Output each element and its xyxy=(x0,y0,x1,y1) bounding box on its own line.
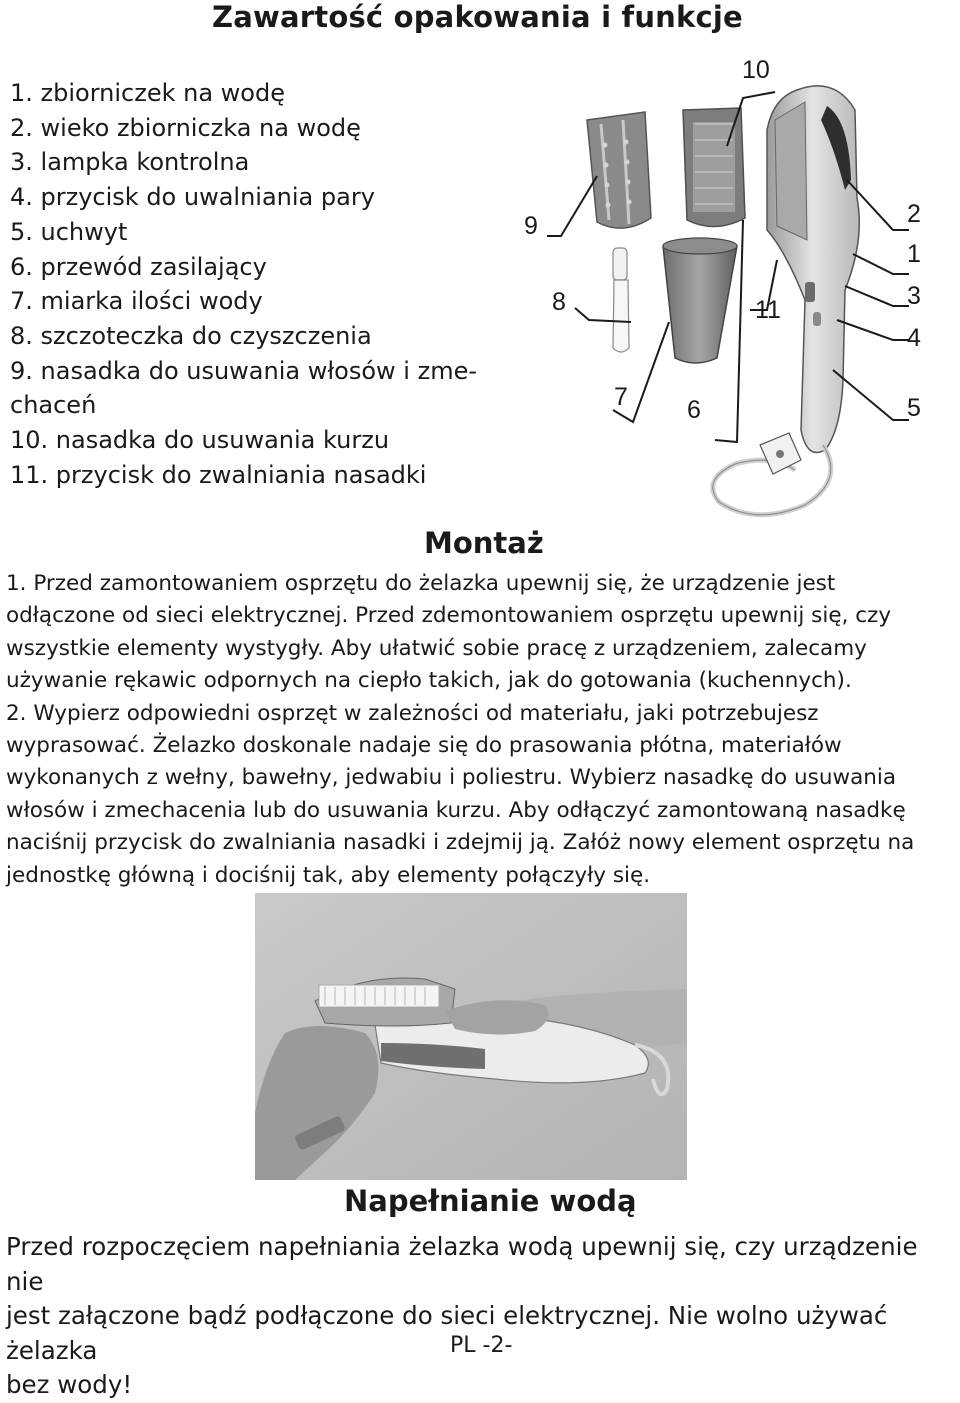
callout-2: 2 xyxy=(907,200,921,228)
measuring-cup-icon xyxy=(663,238,737,363)
lint-attachment-icon xyxy=(587,112,651,228)
text-line: wykonanych z wełny, bawełny, jedwabiu i poliestru. Wybierz nasadkę do usuwania xyxy=(6,765,897,791)
list-item: 11. przycisk do zwalniania nasadki xyxy=(10,460,427,489)
list-item: 2. wieko zbiorniczka na wodę xyxy=(10,113,361,142)
callout-4: 4 xyxy=(907,324,921,352)
callout-6: 6 xyxy=(687,396,701,424)
callout-8: 8 xyxy=(552,288,566,316)
assembly-photo-image xyxy=(255,893,687,1180)
callout-1: 1 xyxy=(907,240,921,268)
list-item: 4. przycisk do uwalniania pary xyxy=(10,183,375,212)
filling-heading: Napełnianie wodą xyxy=(344,1184,637,1218)
page-title: Zawartość opakowania i funkcje xyxy=(212,0,743,34)
page-number: PL -2- xyxy=(450,1333,513,1358)
text-line: używanie rękawic odpornych na ciepło takich, jak do gotowania (kuchennych). xyxy=(6,668,852,694)
list-item: 8. szczoteczka do czyszczenia xyxy=(10,321,372,350)
list-item: 7. miarka ilości wody xyxy=(10,287,263,316)
text-line: jest załączone bądź podłączone do sieci elektrycznej. Nie wolno używać żelazka xyxy=(6,1301,888,1365)
list-item: 3. lampka kontrolna xyxy=(10,148,250,177)
text-line: jednostkę główną i dociśnij tak, aby elementy połączyły się. xyxy=(6,862,651,888)
assembly-photo xyxy=(255,893,687,1180)
assembly-text xyxy=(6,568,958,892)
callout-7: 7 xyxy=(614,383,628,411)
list-item: chaceń xyxy=(10,391,97,420)
callout-11: 11 xyxy=(755,296,781,324)
dust-attachment-icon xyxy=(683,108,745,227)
parts-list xyxy=(10,76,510,492)
callout-3: 3 xyxy=(907,282,921,310)
assembly-heading: Montaż xyxy=(424,526,544,560)
callout-9: 9 xyxy=(524,212,538,240)
text-line: Przed rozpoczęciem napełniania żelazka wodą upewnij się, czy urządzenie nie xyxy=(6,1232,918,1296)
product-diagram xyxy=(505,50,960,530)
text-line: 1. Przed zamontowaniem osprzętu do żelazka upewnij się, że urządzenie jest xyxy=(6,571,836,596)
text-line: wyprasować. Żelazko doskonale nadaje się do prasowania płótna, materiałów xyxy=(6,733,842,759)
list-item: 1. zbiorniczek na wodę xyxy=(10,79,285,107)
callout-10: 10 xyxy=(742,56,770,84)
cleaning-brush-icon xyxy=(613,248,629,352)
text-line: odłączone od sieci elektrycznej. Przed zdemontowaniem osprzętu upewnij się, czy xyxy=(6,603,892,629)
text-line: bez wody! xyxy=(6,1370,133,1399)
list-item: 5. uchwyt xyxy=(10,217,128,246)
list-item: 10. nasadka do usuwania kurzu xyxy=(10,426,390,455)
text-line: naciśnij przycisk do zwalniania nasadki i zdejmij ją. Załóż nowy element osprzętu na xyxy=(6,830,915,856)
text-line: włosów i zmechacenia lub do usuwania kurzu. Aby odłączyć zamontowaną nasadkę xyxy=(6,797,906,823)
text-line: wszystkie elementy wystygły. Aby ułatwić sobie pracę z urządzeniem, zalecamy xyxy=(6,635,867,661)
filling-text xyxy=(6,1230,958,1403)
callout-5: 5 xyxy=(907,394,921,422)
list-item: 9. nasadka do usuwania włosów i zme- xyxy=(10,356,478,385)
text-line: 2. Wypierz odpowiedni osprzęt w zależności od materiału, jaki potrzebujesz xyxy=(6,700,819,726)
product-diagram-image xyxy=(505,50,960,530)
list-item: 6. przewód zasilający xyxy=(10,252,267,281)
